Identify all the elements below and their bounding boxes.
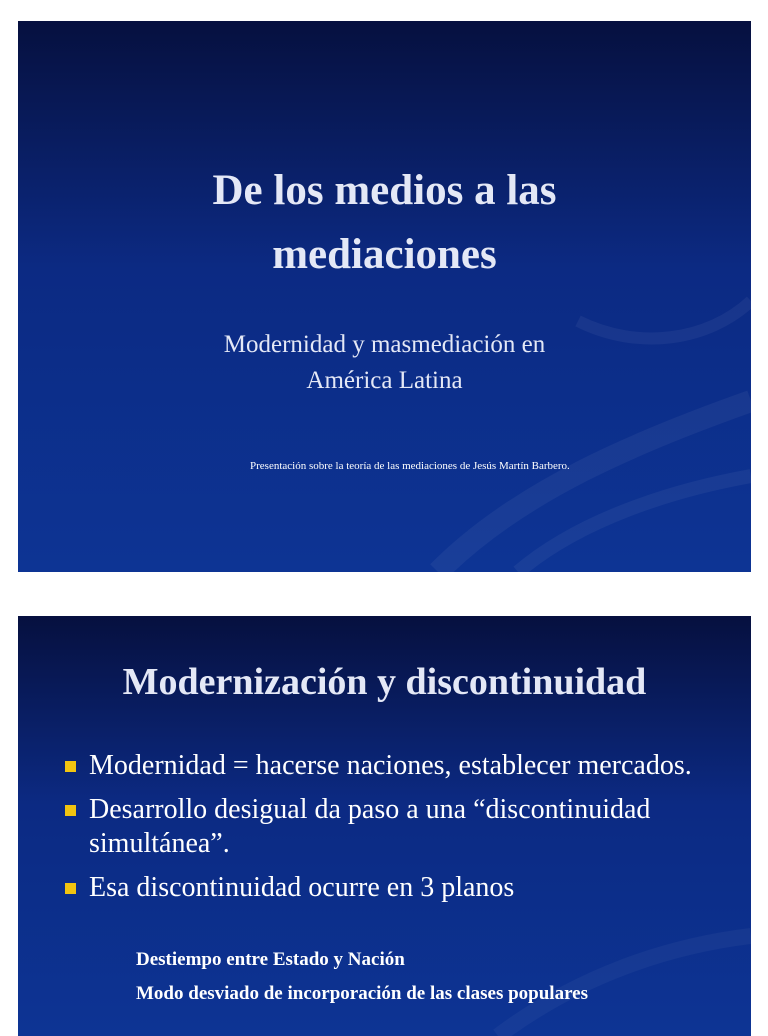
slide-title-line-2: mediaciones [272,231,497,278]
bullet-text: Modernidad = hacerse naciones, establecer mercados. [89,750,692,781]
bullet-square-icon [65,761,76,772]
sub-bullet-text: Modo desviado de incorporación de las clases populares [136,983,588,1004]
content-slide [18,616,751,1036]
slide-title-line-1: De los medios a las [212,167,557,214]
decorative-swirl-graphic [18,21,751,572]
bullet-item [62,871,702,905]
bullet-text: Esa discontinuidad ocurre en 3 planos [89,872,515,903]
slide-subtitle-line-1: Modernidad y masmediación en [223,331,546,358]
bullet-square-icon [65,883,76,894]
slide-subtitle [18,327,751,399]
presentation-note: Presentación sobre la teoría de las mediaciones de Jesús Martín Barbero. [250,460,570,472]
slide-title: Modernización y discontinuidad [122,661,647,703]
bullet-item [62,749,702,783]
title-slide [18,21,751,572]
bullet-item [62,793,702,861]
sub-bullet-text: Destiempo entre Estado y Nación [136,949,405,970]
bullet-square-icon [65,805,76,816]
slide-title [18,159,751,287]
bullet-text: Desarrollo desigual da paso a una “discontinuidad simultánea”. [89,794,651,859]
slide-subtitle-line-2: América Latina [306,367,463,394]
bullet-list [62,749,702,915]
